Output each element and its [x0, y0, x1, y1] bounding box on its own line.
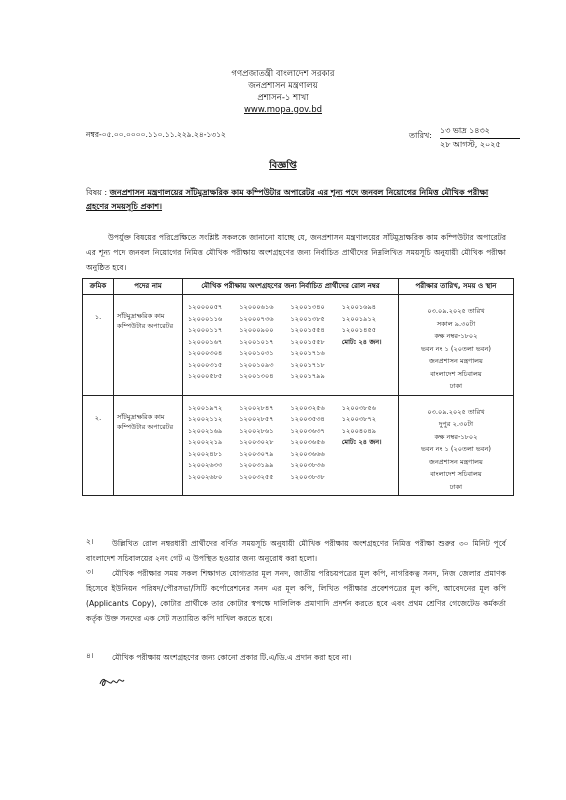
- roll-number: ১২০০২১৬৯: [188, 426, 223, 435]
- roll-number: ১২০০০৬১৬: [239, 303, 274, 311]
- roll-number: [342, 361, 393, 371]
- venue-line: দুপুর ২.৩০টা: [438, 420, 474, 428]
- row-post-name: সাঁটমুদ্রাক্ষরিক কাম কম্পিউটার অপারেটর: [114, 295, 183, 396]
- row-roll-numbers: [183, 395, 399, 496]
- subject-label: বিষয় :: [86, 188, 108, 197]
- roll-number: ১২০০২৬৮০: [188, 472, 223, 481]
- roll-number: ১২০০২১১২: [188, 415, 223, 423]
- roll-number: [342, 450, 393, 460]
- table-row: [83, 295, 514, 396]
- roll-number: [342, 473, 393, 483]
- date-label: তারিখ:: [409, 131, 432, 140]
- col-venue: পরীক্ষার তারিখ, সময় ও স্থান: [399, 279, 514, 295]
- date-block: [440, 125, 520, 151]
- venue-line: কক্ষ নম্বর-১৮০২: [434, 332, 478, 340]
- venue-line: ঢাকা: [449, 382, 463, 390]
- subject-text: জনপ্রশাসন মন্ত্রণালয়ের সাঁটমুদ্রাক্ষরিক কাম কম্পিউটার অপারেটর এর শূন্য পদে জনবল নিয়োগের নিমিত্ত মৌখিক পরীক্ষা গ্রহণের সময়সূচি প্রকাশ।: [86, 188, 489, 211]
- venue-line: ঢাকা: [449, 482, 463, 491]
- roll-number: ১২০০১৪৫৫: [341, 326, 377, 334]
- roll-number: ১২০০১৬৯৪: [341, 303, 377, 311]
- roll-number: ১২০০১৭১৬: [290, 349, 325, 357]
- roll-total: মোট: ২৪ জন।: [341, 438, 382, 446]
- roll-number: ১২০০১৯১২: [341, 314, 377, 323]
- roll-number: [342, 349, 393, 359]
- roll-number: ১২০০১৫৫৪: [290, 326, 325, 334]
- schedule-table: [82, 278, 514, 496]
- row-roll-numbers: [183, 295, 399, 396]
- roll-number: ১২০০১৩০৪: [239, 372, 274, 380]
- roll-number: ১২০০০১৬৭: [188, 337, 223, 346]
- row-venue: [399, 395, 514, 496]
- roll-number: ১২০০৩৬৫৬: [290, 438, 325, 446]
- roll-number: ১২০০১০৯৩: [239, 360, 274, 369]
- section-name: প্রশাসন-১ শাখা: [257, 93, 309, 103]
- para4: মৌখিক পরীক্ষায় অংশগ্রহণের জন্য কোনো প্রকার টি.এ/ডি.এ প্রদান করা হবে না।: [112, 653, 352, 662]
- venue-line: ভবন নং ১ (২০তলা ভবন): [421, 344, 491, 353]
- date-bangla: ১৩ ভাদ্র ১৪৩২: [440, 125, 520, 139]
- venue-line: ভবন নং ১ (২০তলা ভবন): [421, 445, 491, 453]
- venue-line: বাংলাদেশ সচিবালয়: [430, 369, 482, 378]
- roll-number: ১২০০২২১৯: [188, 438, 223, 446]
- letterhead: [0, 68, 566, 116]
- roll-number: ১২০০১৯৭২: [188, 403, 223, 412]
- roll-number: ১২০০৪০৪৯: [341, 426, 377, 435]
- roll-number: ১২০০৩৬৬৬: [290, 449, 325, 458]
- roll-number: ১২০০৩২৫৫: [239, 472, 274, 481]
- row-serial: ২.: [83, 395, 114, 496]
- col-serial: ক্রমিক: [83, 279, 114, 295]
- roll-number: ১২০০৩১৯৯: [239, 461, 274, 469]
- roll-number: ১২০০১৩৪০: [290, 303, 325, 311]
- roll-number: ১২০০০১১৬: [188, 314, 223, 323]
- roll-number: ১২০০১৩৮৫: [290, 314, 325, 323]
- roll-number: ১২০০০৭৩৬: [239, 314, 274, 323]
- roll-number: ১২০০৩৬৩৭: [290, 426, 325, 435]
- roll-number: ১২০০৩০২৮: [239, 438, 274, 446]
- roll-number: ১২০০২৮৫৭: [239, 415, 274, 423]
- table-row: [83, 395, 514, 496]
- col-post: পদের নাম: [114, 279, 183, 295]
- roll-total: মোট: ২৪ জন।: [341, 337, 382, 346]
- row-post-name: সাঁটমুদ্রাক্ষরিক কাম কম্পিউটার অপারেটর: [114, 395, 183, 496]
- col-rolls: মৌখিক পরীক্ষায় অংশগ্রহণের জন্য নির্বাচিত প্রার্থীদের রোল নম্বর: [183, 279, 399, 295]
- para3-number: ৩।: [86, 567, 94, 576]
- signature: [98, 674, 126, 690]
- venue-line: বাংলাদেশ সচিবালয়: [430, 470, 482, 478]
- memo-number: নম্বর-০৫.০০.০০০০.১১০.১১.২২৯.২৪-১৩১২: [86, 130, 226, 139]
- table-header-row: [83, 279, 514, 295]
- venue-line: ০৩.০৯.২০২৫ তারিখ: [427, 407, 485, 416]
- row-venue: [399, 295, 514, 396]
- venue-line: ০৩.০৯.২০২৫ তারিখ: [427, 307, 485, 315]
- venue-line: জনপ্রশাসন মন্ত্রণালয়: [429, 357, 483, 365]
- roll-number: [342, 461, 393, 471]
- para4-number: ৪।: [86, 651, 94, 660]
- roll-number: ১২০০০৫৮৫: [188, 372, 223, 380]
- para3: মৌখিক পরীক্ষার সময় সকল শিক্ষাগত যোগ্যতার মূল সনদ, জাতীয় পরিচয়পত্রের মূল কপি, নাগরিকত্ব সনদ, নিজ জেলার প্রমাণক হিসেবে ইউনিয়ন পরিষদ/পৌরসভা/সিটি কর্পোরেশনের সনদ এর মূল কপি, লিখিত পরীক্ষার প্রবেশপত্রের মূল কপি, আবেদনের মূল কপি (Applicants Copy), কোটার প্রার্থীকে তার কোটার স্বপক্ষে দালিলিক প্রমাণাদি প্রদর্শন করতে হবে এবং প্রথম শ্রেণির গেজেটেড কর্মকর্তা কর্তৃক উক্ত সনদের এক সেট সত্যায়িত কপি দাখিল করতে হবে।: [86, 569, 506, 623]
- roll-number: ১২০০৩৮৭২: [341, 415, 377, 423]
- roll-number: [342, 372, 393, 382]
- roll-number: ১২০০১৭৯৯: [290, 372, 325, 380]
- roll-number: ১২০০৩৫৩৪: [290, 415, 325, 423]
- roll-number: ১২০০২৮৬১: [239, 426, 274, 435]
- date-english: ২৮ আগস্ট, ২০২৫: [440, 140, 501, 149]
- roll-number: ১২০০১৭১৮: [290, 360, 325, 369]
- venue-line: কক্ষ নম্বর-১৮০২: [434, 432, 478, 441]
- roll-number: ১২০০০৯০০: [239, 326, 274, 334]
- roll-number: ১২০০৩৮৩৮: [290, 472, 325, 481]
- govt-name: গণপ্রজাতন্ত্রী বাংলাদেশ সরকার: [231, 69, 335, 79]
- roll-number: ১২০০১৫৫৮: [290, 337, 325, 346]
- roll-number: ১২০০৩০৭৯: [239, 449, 274, 458]
- venue-line: জনপ্রশাসন মন্ত্রণালয়: [429, 457, 483, 466]
- subject-line: [86, 186, 506, 214]
- roll-number: ১২০০০১১৭: [188, 326, 223, 334]
- row-serial: ১.: [83, 295, 114, 396]
- roll-number: ১২০০৩২৫৬: [290, 403, 325, 412]
- roll-number: ১২০০০০৫৭: [188, 303, 223, 311]
- notice-title: বিজ্ঞপ্তি: [269, 160, 297, 171]
- roll-number: ১২০০১০৩১: [239, 349, 274, 357]
- roll-number: ১২০০২৬৩৩: [188, 461, 223, 469]
- roll-number: ১২০০৩৮৩৬: [290, 461, 325, 469]
- roll-number: ১২০০৩৮৫৬: [341, 403, 377, 412]
- ministry-name: জনপ্রশাসন মন্ত্রণালয়: [248, 81, 318, 91]
- para2-number: ২।: [86, 537, 94, 546]
- roll-number: ১২০০২৮৪৭: [239, 403, 274, 412]
- roll-number: ১২০০১০১৭: [239, 337, 274, 346]
- venue-line: সকাল ৯.৩০টা: [436, 319, 476, 328]
- roll-number: ১২০০০৩১৫: [188, 360, 223, 369]
- website-link[interactable]: www.mopa.gov.bd: [243, 105, 323, 115]
- roll-number: ১২০০২৪৮১: [188, 449, 223, 458]
- intro-paragraph: উপর্যুক্ত বিষয়ের পরিপ্রেক্ষিতে সংশ্লিষ্ট সকলকে জানানো যাচ্ছে যে, জনপ্রশাসন মন্ত্রণালয়ের সাঁটমুদ্রাক্ষরিক কাম কম্পিউটার অপারেটর এর শূন্য পদে জনবল নিয়োগের নিমিত্ত মৌখিক পরীক্ষায় অংশগ্রহণের জন্য নির্বাচিত প্রার্থীদের নিম্নলিখিত সময়সূচি অনুযায়ী মৌখিক পরীক্ষা অনুষ্ঠিত হবে।: [86, 233, 506, 272]
- para2: উল্লিখিত রোল নম্বরধারী প্রার্থীদের বর্ণিত সময়সূচি অনুযায়ী মৌখিক পরীক্ষায় অংশগ্রহণের নিমিত্ত পরীক্ষা শুরুর ৩০ মিনিট পূর্বে বাংলাদেশ সচিবালয়ের ২নং গেট এ উপস্থিত হওয়ার জন্য অনুরোধ করা হলো।: [86, 539, 506, 563]
- roll-number: ১২০০০৩০৪: [188, 349, 223, 357]
